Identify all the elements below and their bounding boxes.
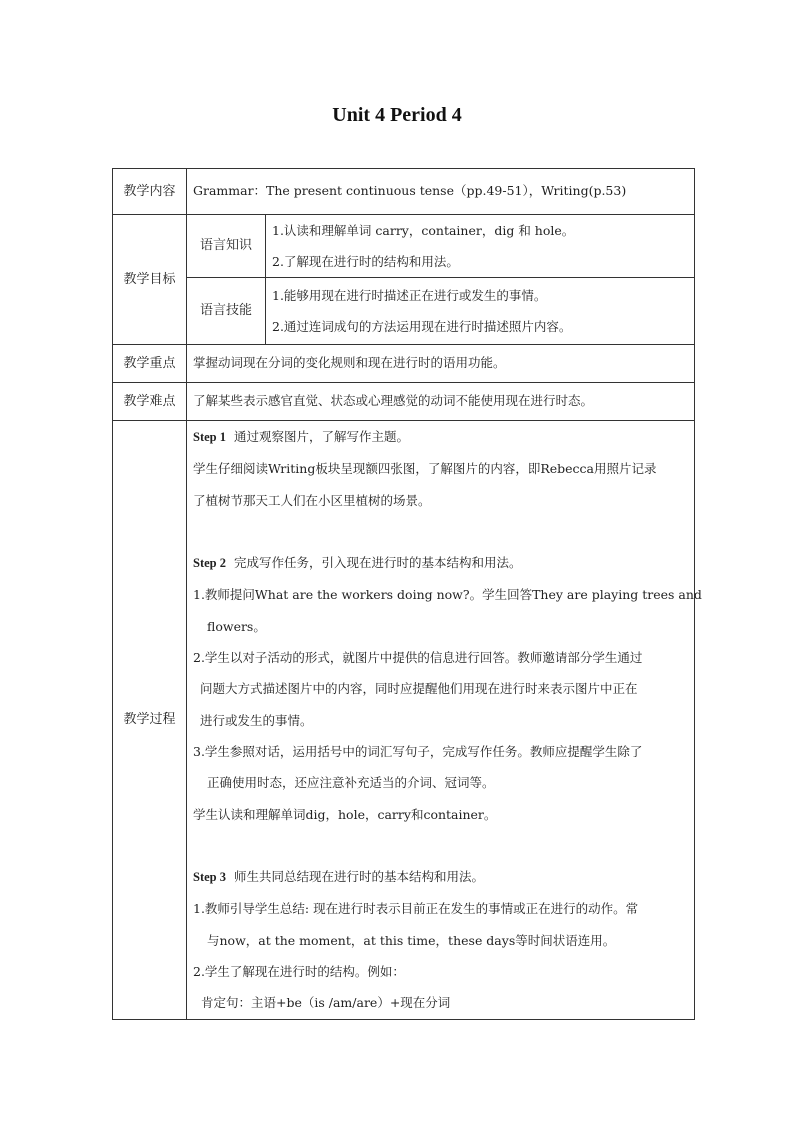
step2-line: 3.学生参照对话，运用括号中的词汇写句子，完成写作任务。教师应提醒学生除了 [193, 743, 643, 759]
difficulties-text: 了解某些表示感官直觉、状态或心理感觉的动词不能使用现在进行时态。 [187, 383, 695, 421]
row-content [113, 169, 695, 215]
step2-heading: Step 2 [193, 556, 226, 571]
content-text: Grammar：The present continuous tense（pp.49-51），Writing(p.53) [187, 169, 695, 215]
step1-line: 学生仔细阅读Writing板块呈现额四张图，了解图片的内容，即Rebecca用照片记录 [193, 461, 657, 477]
difficulties-label: 教学难点 [113, 383, 187, 421]
page-title: Unit 4 Period 4 [332, 104, 462, 126]
step3-line: 2.学生了解现在进行时的结构。例如： [193, 964, 405, 980]
knowledge-item: 2.了解现在进行时的结构和用法。 [272, 254, 459, 269]
step2-title: 完成写作任务，引入现在进行时的基本结构和用法。 [233, 555, 522, 571]
blank-line [193, 516, 688, 547]
key-points-text: 掌握动词现在分词的变化规则和现在进行时的语用功能。 [187, 345, 695, 383]
step2-line: 2.学生以对子活动的形式，就图片中提供的信息进行回答。教师邀请部分学生通过 [193, 650, 643, 666]
row-key-points [113, 345, 695, 383]
step3-line: 肯定句：主语+be（is /am/are）+现在分词 [201, 995, 451, 1011]
step2-line: 学生认读和理解单词dig，hole，carry和container。 [193, 806, 497, 822]
skills-item: 2.通过连词成句的方法运用现在进行时描述照片内容。 [272, 319, 572, 334]
step1-line: 了植树节那天工人们在小区里植树的场景。 [193, 492, 431, 508]
knowledge-items [266, 215, 695, 278]
content-label: 教学内容 [113, 169, 187, 215]
goals-label: 教学目标 [113, 215, 187, 345]
step3-heading-line [193, 861, 688, 893]
step3-line: 与now，at the moment，at this time，these days等时间状语连用。 [207, 932, 616, 948]
lesson-plan-table [112, 168, 702, 1020]
knowledge-item: 1.认读和理解单词 carry，container，dig 和 hole。 [272, 223, 575, 238]
process-content [187, 421, 702, 1020]
row-difficulties [113, 383, 695, 421]
step2-line: 正确使用时态，还应注意补充适当的介词、冠词等。 [207, 775, 495, 791]
step3-heading: Step 3 [193, 870, 226, 885]
skills-items [266, 278, 695, 345]
step1-heading: Step 1 [193, 430, 226, 444]
row-goals-knowledge [113, 215, 695, 278]
knowledge-label: 语言知识 [187, 215, 266, 278]
skills-label: 语言技能 [187, 278, 266, 345]
key-points-label: 教学重点 [113, 345, 187, 383]
step2-line: flowers。 [207, 618, 266, 634]
step1-title: 通过观察图片，了解写作主题。 [233, 429, 409, 444]
step2-line: 1.教师提问What are the workers doing now?。学生回答They are playing trees and [193, 587, 702, 603]
step3-title: 师生共同总结现在进行时的基本结构和用法。 [233, 869, 484, 885]
step2-line: 问题大方式描述图片中的内容，同时应提醒他们用现在进行时来表示图片中正在 [200, 681, 638, 697]
row-process [113, 421, 695, 1020]
step1-heading-line [193, 421, 688, 453]
step2-heading-line [193, 547, 688, 579]
step2-line: 进行或发生的事情。 [200, 712, 313, 728]
blank-line [193, 830, 688, 861]
step3-line: 1.教师引导学生总结: 现在进行时表示目前正在发生的事情或正在进行的动作。常 [193, 901, 639, 917]
skills-item: 1.能够用现在进行时描述正在进行或发生的事情。 [272, 288, 547, 303]
row-goals-skills [113, 278, 695, 345]
process-label: 教学过程 [113, 421, 187, 1020]
